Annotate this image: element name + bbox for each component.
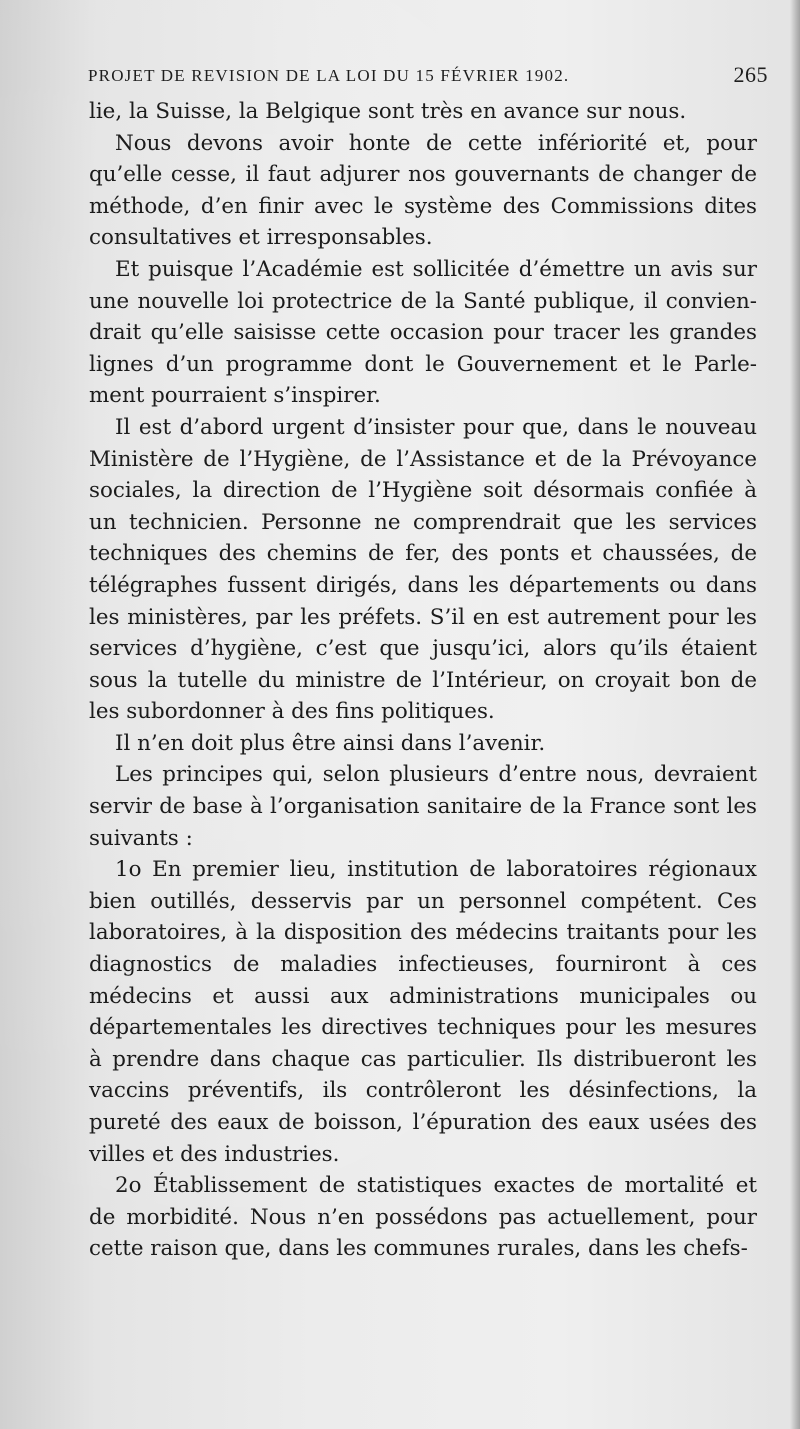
paragraph: lie, la Suisse, la Belgique sont très en avance sur nous. <box>89 99 687 124</box>
page-edge-shadow <box>790 0 800 1429</box>
body-text <box>89 96 757 1265</box>
paragraph: Il est d’abord urgent d’insister pour que, dans le nouveau Ministère de l’Hygiène, de l’Assistance et de la Prévoyance sociales, la direction de l’Hygiène soit désormais confiée à un technicien. Personne ne comprendrait que les services techniques des chemins de fer, des ponts et chaussées, de télégraphes fussent dirigés, dans les départements ou dans les ministères, par les préfets. S’il en est autrement pour les services d’hygiène, c’est que jusqu’ici, alors qu’ils étaient sous la tutelle du ministre de l’Intérieur, on croyait bon de les subordonner à des fins politiques. <box>89 414 757 725</box>
running-header <box>88 62 768 96</box>
running-title: PROJET DE REVISION DE LA LOI DU 15 FÉVRIER 1902. <box>88 66 570 85</box>
paragraph: Il n’en doit plus être ainsi dans l’avenir. <box>115 730 546 756</box>
paragraph: Les principes qui, selon plusieurs d’entre nous, devraient servir de base à l’organisation sanitaire de la France sont les suivants : <box>89 762 757 851</box>
paragraph: 2o Établissement de statistiques exactes de mortalité et de morbidité. Nous n’en possédons pas actuellement, pour cette raison que, dans les communes rurales, dans les chefs- <box>89 1173 757 1262</box>
paragraph: Et puisque l’Académie est sollicitée d’émettre un avis sur une nouvelle loi protectrice de la Santé publique, il conviendrait qu’elle saisisse cette occasion pour tracer les grandes lignes d’un programme dont le Gouvernement et le Parlement pourraient s’inspirer. <box>89 256 757 409</box>
paragraph: 1o En premier lieu, institution de laboratoires régionaux bien outillés, desservis par un personnel compétent. Ces laboratoires, à la disposition des médecins traitants pour les diagnostics de maladies infectieuses, fourniront à ces médecins et aussi aux administrations municipales ou départementales les directives techniques pour les mesures à prendre dans chaque cas particulier. Ils distribueront les vaccins préventifs, ils contrôleront les désinfections, la pureté des eaux de boisson, l’épuration des eaux usées des villes et des industries. <box>89 857 757 1167</box>
page-number: 265 <box>733 62 768 87</box>
paragraph: Nous devons avoir honte de cette infériorité et, pour qu’elle cesse, il faut adjurer nos gouvernants de changer de méthode, d’en finir avec le système des Commissions dites consultatives et irresponsables. <box>89 130 757 251</box>
